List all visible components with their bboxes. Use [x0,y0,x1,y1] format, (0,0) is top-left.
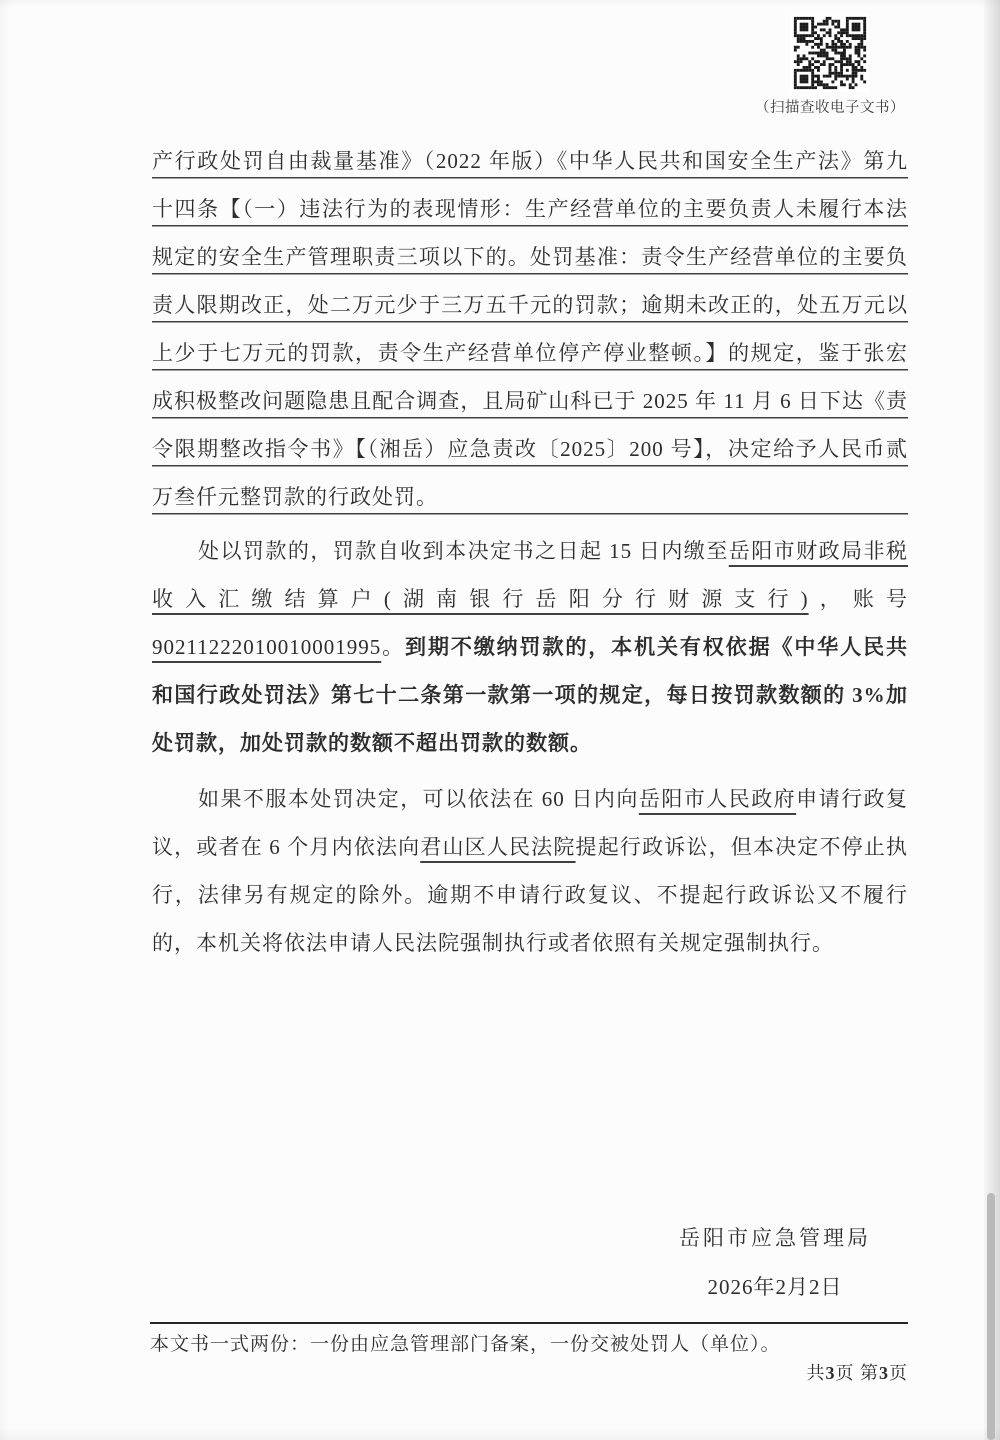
text-segment: 3 [825,1363,836,1383]
text-segment: 岳阳市人民政府 [638,787,797,811]
paragraph-payment-instructions [152,527,908,767]
text-segment: 提起行政诉讼，但本决定不停止执行，法律另有规定的除外。逾期不申请行政复议、不提起行政诉讼又不履行的，本机关将依法申请人民法院强制执行或者依照有关规定强制执行。 [152,835,909,955]
text-segment: 岳阳市财政局非税收入汇缴结算户(湖南银行岳阳分行财源支行) [152,539,909,611]
text-segment: 处以罚款的，罚款自收到本决定书之日起 15 日内缴至 [198,539,729,563]
qr-code [791,14,869,92]
text-segment: 如果不服本处罚决定，可以依法在 60 日内向 [198,787,639,811]
distribution-note: 本文书一式两份：一份由应急管理部门备案，一份交被处罚人（单位）。 [150,1334,781,1355]
qr-block [752,14,908,117]
text-segment: 到期不缴纳罚款的，本机关有权依据《中华人民共和国行政处罚法》第七十二条第一款第一项的规定，每日按罚款数额的 3%加处罚款，加处罚款的数额不超出罚款的数额。 [152,635,909,755]
text-segment: 君山区人民法院 [420,835,576,859]
text-segment: 页 第 [835,1363,879,1383]
paragraph-appeal-rights [152,775,908,967]
text-segment: 申请行政复议，或者在 6 个月内依法向 [152,787,909,859]
scrollbar-thumb[interactable] [987,1193,995,1440]
text-segment: 3 [879,1363,889,1383]
page-number [150,1359,908,1385]
decision-date: 2026年2月2日 [707,1275,843,1299]
page-footer [150,1322,908,1385]
signature-block [640,1222,910,1301]
paragraph-legal-basis: 产行政处罚自由裁量基准》（2022 年版）《中华人民共和国安全生产法》第九十四条【（一）违法行为的表现情形：生产经营单位的主要负责人未履行本法规定的安全生产管理职责三项以下的。处罚基准：责令生产经营单位的主要负责人限期改正，处二万元少于三万五千元的罚款；逾期未改正的，处五万元以上少于七万元的罚款，责令生产经营单位停产停业整顿。】的规定，鉴于张宏成积极整改问题隐患且配合调查，且局矿山科已于 2025 年 11 月 6 日下达《责令限期整改指令书》【（湘岳）应急责改〔2025〕200 号】，决定给予人民币贰万叁仟元整罚款的行政处罚。 [152,137,908,521]
text-segment: ，账号 [808,587,908,611]
text-segment: 共 [806,1363,826,1383]
qr-caption: （扫描查收电子文书） [755,100,905,116]
text-segment: 。 [381,635,406,659]
text-segment: 90211222010010001995 [152,635,382,659]
document-body [152,137,908,967]
issuing-agency: 岳阳市应急管理局 [679,1226,871,1250]
footer-divider [150,1322,908,1324]
text-segment: 页 [889,1363,908,1383]
